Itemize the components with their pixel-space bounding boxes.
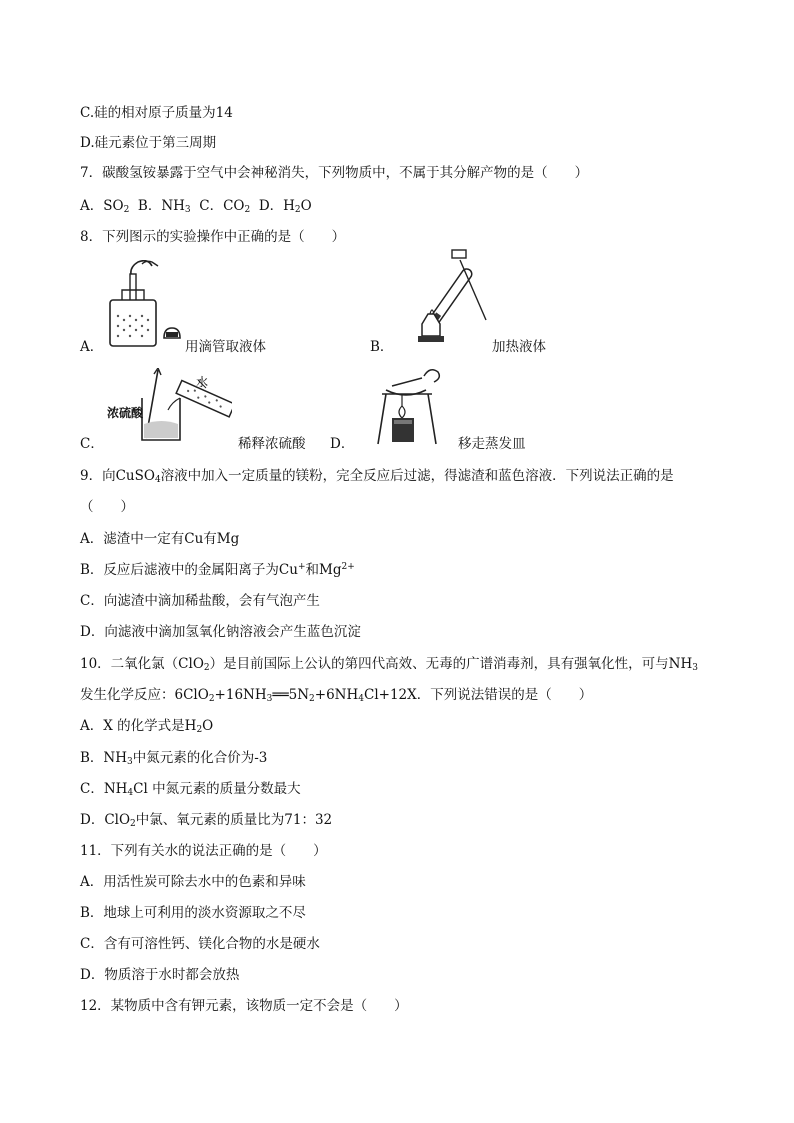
q8-option-b-letter: B． xyxy=(370,339,394,355)
q8-option-c-letter: C． xyxy=(80,436,104,452)
q10-option-b: B．$NH_3$中氮元素的化合价为-3 xyxy=(80,750,268,767)
q11-option-c: C．含有可溶性钙、镁化合物的水是硬水 xyxy=(80,936,320,952)
q11-option-d: D．物质溶于水时都会放热 xyxy=(80,967,240,983)
evaporating-dish-figure xyxy=(372,366,442,446)
q7-option-a: A．$SO_2$ xyxy=(80,198,130,215)
dropper-bottle-figure xyxy=(102,260,184,352)
q10-option-c: C．$NH_4Cl$ 中氮元素的质量分数最大 xyxy=(80,781,301,798)
water-label: 水 xyxy=(196,375,209,389)
q9-option-a: A．滤渣中一定有Cu有Mg xyxy=(80,531,240,547)
q8-stem: 8．下列图示的实验操作中正确的是（ ） xyxy=(80,229,346,245)
q7-option-b: B．$NH_3$ xyxy=(137,198,191,215)
q9-stem: 9．向CuSO$_4$溶液中加入一定质量的镁粉，完全反应后过滤，得滤渣和蓝色溶液．下列说法正确的是 xyxy=(80,468,674,485)
heating-liquid-figure xyxy=(400,236,492,350)
q11-option-b: B．地球上可利用的淡水资源取之不尽 xyxy=(80,905,306,921)
concentrated-acid-label: 浓硫酸 xyxy=(107,406,144,420)
q9-option-d: D．向滤液中滴加氢氧化钠溶液会产生蓝色沉淀 xyxy=(80,624,361,640)
q10-stem-line2: 发生化学反应：$6ClO_2+16NH_3══5N_2+6NH_4Cl+12X$．下列说法错误的是（ ） xyxy=(80,687,593,704)
q9-option-c: C．向滤渣中滴加稀盐酸，会有气泡产生 xyxy=(80,593,320,609)
q7-option-c: C．$CO_2$ xyxy=(199,198,251,215)
q10-option-d: D．ClO$_2$中氯、氧元素的质量比为71：32 xyxy=(80,812,333,829)
q8-option-d-caption: 移走蒸发皿 xyxy=(458,436,526,452)
q8-option-b-caption: 加热液体 xyxy=(492,339,546,355)
q8-option-d-letter: D． xyxy=(330,436,355,452)
q11-stem: 11．下列有关水的说法正确的是（ ） xyxy=(80,843,327,859)
q10-option-a: A．X 的化学式是$H_2O$ xyxy=(80,718,214,735)
q10-stem-line1: 10．二氧化氯（ClO$_2$）是目前国际上公认的第四代高效、无毒的广谱消毒剂，具有强氧化性，可与$NH_3$ xyxy=(80,656,698,673)
q9-option-b: B．反应后滤液中的金属阳离子为Cu+和$Mg^{2+}$ xyxy=(80,562,355,578)
q11-option-a: A．用活性炭可除去水中的色素和异味 xyxy=(80,874,306,890)
q8-option-a-caption: 用滴管取液体 xyxy=(185,339,266,355)
q8-option-c-caption: 稀释浓硫酸 xyxy=(238,436,306,452)
q12-stem: 12．某物质中含有钾元素，该物质一定不会是（ ） xyxy=(80,998,408,1014)
q7-option-d: D．$H_2O$ xyxy=(258,198,312,215)
q9-paren: （ ） xyxy=(80,499,134,515)
q6-option-d: D.硅元素位于第三周期 xyxy=(80,135,217,151)
q7-stem: 7．碳酸氢铵暴露于空气中会神秘消失，下列物质中，不属于其分解产物的是（ ） xyxy=(80,165,589,181)
q7-options xyxy=(80,197,312,215)
q8-option-a-letter: A． xyxy=(80,339,104,355)
q6-option-c: C.硅的相对原子质量为14 xyxy=(80,105,233,121)
